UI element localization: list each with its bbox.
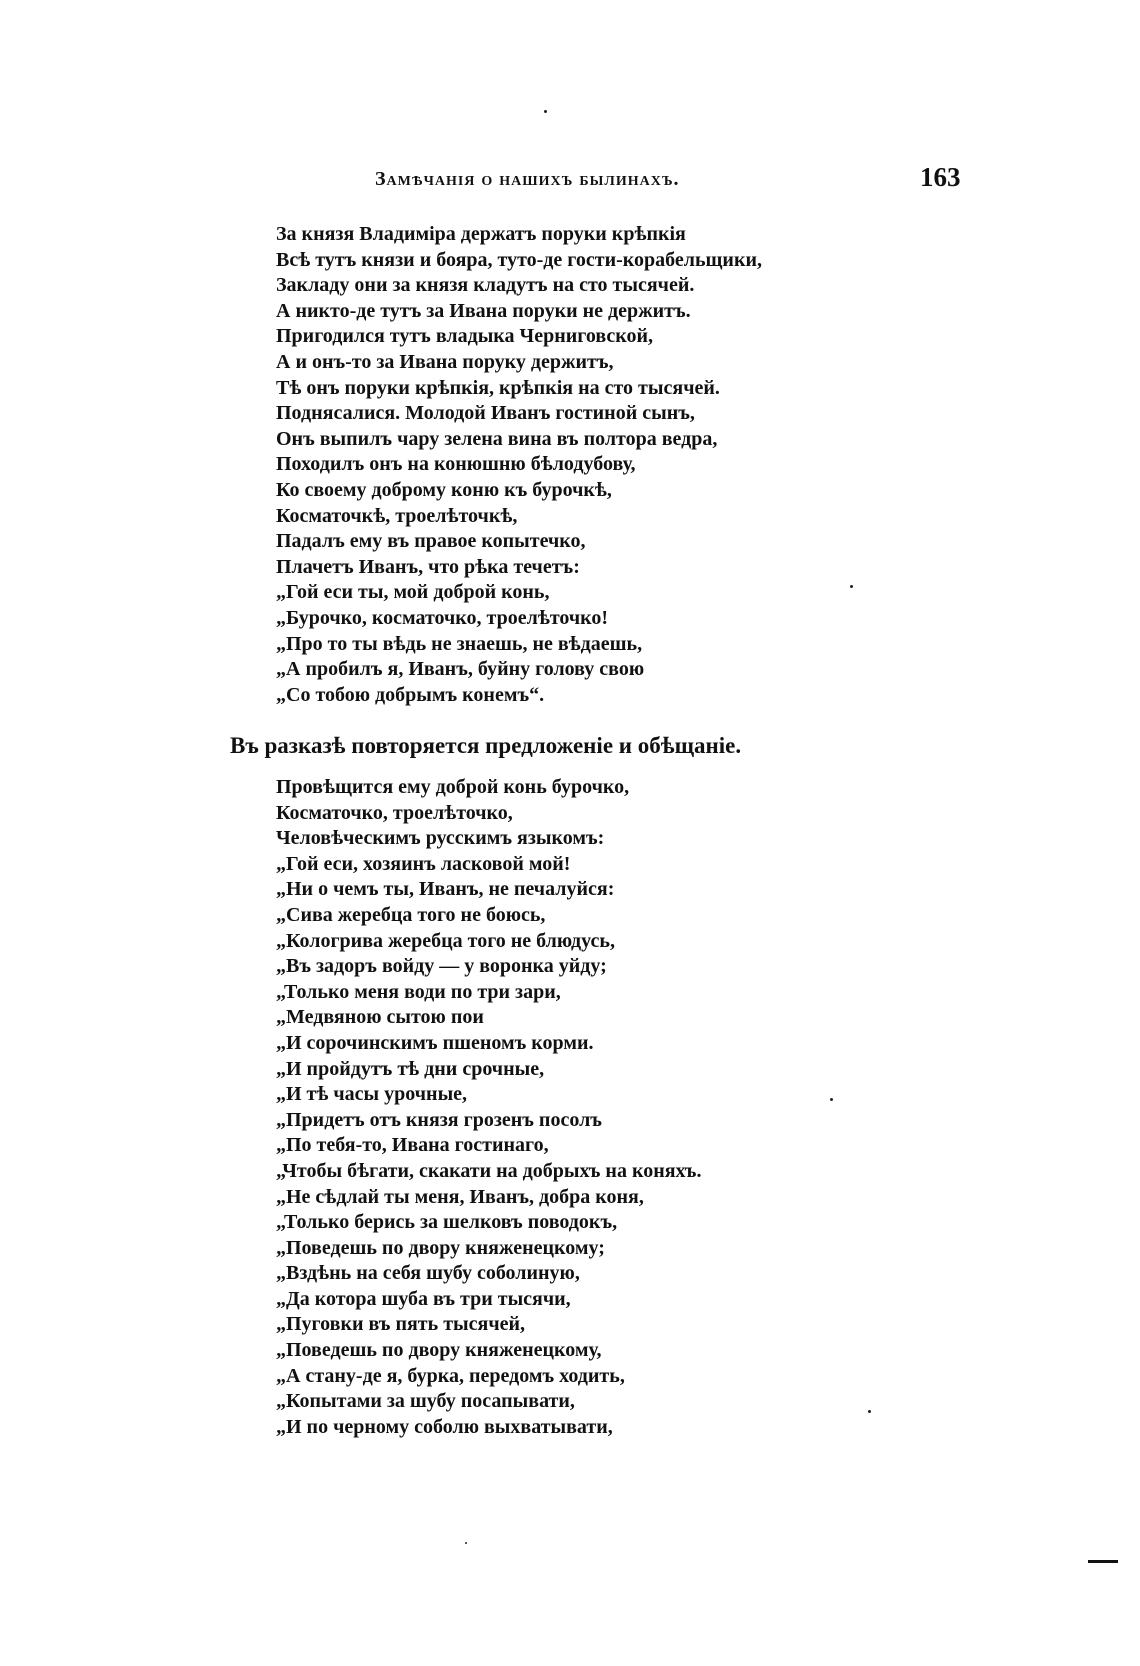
verse-line: „И пройдутъ тѣ дни срочные, (276, 1057, 545, 1080)
verse-block-1 (276, 222, 762, 708)
verse-line: Ко своему доброму коню къ бурочкѣ, (276, 478, 612, 501)
verse-line: А и онъ-то за Ивана поруку держитъ, (276, 350, 614, 373)
verse-line: „Чтобы бѣгати, скакати на добрыхъ на коняхъ. (276, 1159, 702, 1182)
verse-line: „Кологрива жеребца того не блюдусь, (276, 929, 615, 952)
verse-line: Падалъ ему въ правое копытечко, (276, 530, 586, 553)
scan-mark (1088, 1560, 1118, 1563)
verse-line: Онъ выпилъ чару зелена вина въ полтора ведра, (276, 427, 718, 450)
verse-line: „Про то ты вѣдь не знаешь, не вѣдаешь, (276, 632, 643, 655)
verse-line: Всѣ тутъ князи и бояра, туто-де гости-корабельщики, (276, 248, 763, 271)
verse-line: Косматочко, троелѣточко, (276, 801, 513, 824)
verse-line: „А стану-де я, бурка, передомъ ходить, (276, 1364, 625, 1387)
verse-line: „Въ задоръ войду — у воронка уйду; (276, 955, 607, 978)
verse-block-2 (276, 775, 701, 1440)
verse-line: Походилъ онъ на конюшню бѣлодубову, (276, 453, 636, 476)
verse-line: А никто-де тутъ за Ивана поруки не держитъ. (276, 299, 691, 322)
verse-line: „Гой еси, хозяинъ ласковой мой! (276, 852, 571, 875)
verse-line: „Бурочко, косматочко, троелѣточко! (276, 606, 609, 629)
verse-line: „Копытами за шубу посапывати, (276, 1390, 575, 1413)
verse-line: „Только меня води по три зари, (276, 980, 561, 1003)
verse-line: За князя Владиміра держатъ поруки крѣпкія (276, 223, 686, 245)
verse-line: „И сорочинскимъ пшеномъ корми. (276, 1031, 594, 1054)
scan-speck (544, 110, 547, 113)
scan-speck (868, 1410, 871, 1413)
verse-line: „Поведешь по двору княженецкому, (276, 1339, 602, 1362)
scan-speck (830, 1098, 833, 1101)
verse-line: Провѣщится ему доброй конь бурочко, (276, 776, 630, 798)
verse-line: „Не сѣдлай ты меня, Иванъ, добра коня, (276, 1185, 644, 1208)
verse-line: „И по черному соболю выхватывати, (276, 1415, 613, 1438)
verse-line: „Пуговки въ пять тысячей, (276, 1313, 526, 1336)
verse-line: Тѣ онъ поруки крѣпкія, крѣпкія на сто тысячей. (276, 376, 720, 399)
verse-line: Пригодился тутъ владыка Черниговской, (276, 325, 654, 348)
running-title: Замѣчанія о нашихъ былинахъ. (375, 168, 680, 190)
verse-line: „Поведешь по двору княженецкому; (276, 1236, 605, 1259)
verse-line: „Придетъ отъ князя грозенъ посолъ (276, 1108, 602, 1131)
verse-line: „И тѣ часы урочные, (276, 1083, 468, 1106)
verse-line: „Медвяною сытою пои (276, 1006, 484, 1029)
verse-line: Поднясалися. Молодой Иванъ гостиной сынъ, (276, 402, 695, 425)
scan-speck (850, 585, 853, 588)
verse-line: Плачетъ Иванъ, что рѣка течетъ: (276, 555, 580, 578)
verse-line: „Со тобою добрымъ конемъ“. (276, 683, 545, 706)
verse-line: „По тебя-то, Ивана гостинаго, (276, 1134, 549, 1157)
verse-line: „А пробилъ я, Иванъ, буйну голову свою (276, 658, 645, 681)
prose-paragraph: Въ разказѣ повторяется предложеніе и обѣщаніе. (230, 733, 742, 758)
page-number: 163 (920, 162, 961, 192)
verse-line: „Гой еси ты, мой доброй конь, (276, 581, 550, 604)
verse-line: „Сива жеребца того не боюсь, (276, 903, 546, 926)
scan-speck (465, 1542, 467, 1544)
verse-line: „Да котора шуба въ три тысячи, (276, 1287, 571, 1310)
verse-line: Косматочкѣ, троелѣточкѣ, (276, 504, 518, 527)
verse-line: Закладу они за князя кладутъ на сто тысячей. (276, 274, 695, 297)
verse-line: „Вздѣнь на себя шубу соболиную, (276, 1262, 580, 1285)
verse-line: Человѣческимъ русскимъ языкомъ: (276, 827, 605, 850)
verse-line: „Ни о чемъ ты, Иванъ, не печалуйся: (276, 878, 615, 901)
verse-line: „Только берись за шелковъ поводокъ, (276, 1211, 618, 1234)
